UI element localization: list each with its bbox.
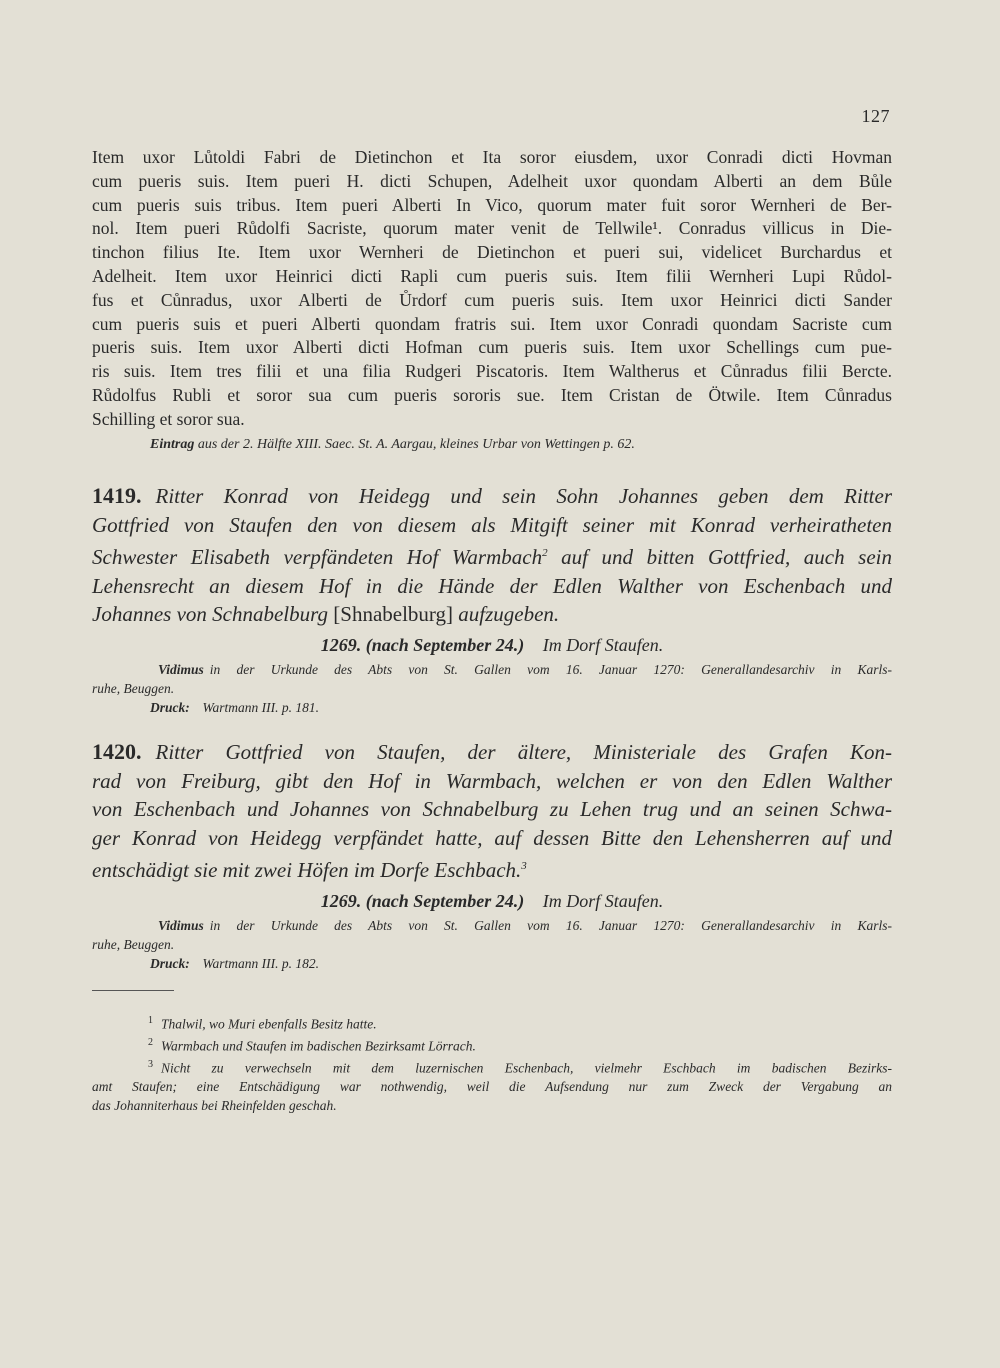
footnote-divider (92, 990, 174, 991)
regest-line: rad von Freiburg, gibt den Hof in Warmbach, welchen er von den Edlen Walther (92, 768, 892, 793)
source-label: Eintrag (150, 437, 195, 452)
text-line: Adelheit. Item uxor Heinrici dicti Rapli cum pueris suis. Item filii Wernheri Lupi Růdol- (92, 265, 892, 286)
regest-line (92, 539, 892, 572)
regest-line: ger Konrad von Heidegg verpfändet hatte, auf dessen Bitte den Lehensherren auf und (92, 825, 892, 850)
footnote-text-cont: amt Staufen; eine Entschädigung war nothwendig, weil die Aufsendung nur zum Zweck der Vergabung an (92, 1079, 892, 1094)
date: 1269. (nach September 24.) (320, 890, 525, 911)
regest-text: aufzugeben. (453, 602, 560, 626)
text-line: tinchon filius Ite. Item uxor Wernheri de Dietinchon et pueri sui, videlicet Burchardus et (92, 242, 892, 263)
place: Im Dorf Staufen. (542, 634, 664, 655)
footnote-2 (92, 1034, 892, 1056)
date: 1269. (nach September 24.) (320, 634, 525, 655)
regest-text: entschädigt sie mit zwei Höfen im Dorfe Eschbach. (92, 858, 522, 882)
footnote-text: Warmbach und Staufen im badischen Bezirksamt Lörrach. (161, 1038, 476, 1054)
entry-number: 1420. (92, 739, 142, 764)
text-line: cum pueris suis. Item pueri H. dicti Schupen, Adelheit uxor quondam Alberti an dem Bůle (92, 170, 892, 191)
regest-line: von Eschenbach und Johannes von Schnabelburg zu Lehen trug und an seinen Schwa- (92, 797, 892, 821)
druck-text: Wartmann III. p. 181. (202, 699, 319, 715)
footnote-3 (92, 1056, 892, 1078)
source-block (92, 660, 892, 717)
page-number: 127 (861, 106, 890, 126)
footnote-text-cont: das Johanniterhaus bei Rheinfelden geschah. (92, 1097, 337, 1113)
regest-text: Schwester Elisabeth verpfändeten Hof Warmbach (92, 545, 543, 569)
regest-line: Gottfried von Staufen den von diesem als Mitgift seiner mit Konrad verheiratheten (92, 512, 892, 537)
text-line: nol. Item pueri Růdolfi Sacriste, quorum mater venit de Tellwile¹. Conradus villicus in Die- (92, 218, 892, 239)
footnote-mark: 2 (148, 1037, 153, 1048)
regest-line: Lehensrecht an diesem Hof in die Hände der Edlen Walther von Eschenbach und (92, 573, 892, 598)
regest-line (92, 852, 892, 885)
text-line: fus et Cůnradus, uxor Alberti de Ůrdorf cum pueris suis. Item uxor Heinrici dicti Sander (92, 289, 892, 310)
text-line: Item uxor Lůtoldi Fabri de Dietinchon et Ita soror eiusdem, uxor Conradi dicti Hovman (92, 147, 892, 167)
text-line: ris suis. Item tres filii et una filia Rudgeri Piscatoris. Item Waltherus et Cůnradus filii Bercte. (92, 361, 892, 382)
dateline (92, 891, 892, 912)
vidimus-line-cont: ruhe, Beuggen. (92, 936, 175, 952)
footnote-text: Nicht zu verwechseln mit dem luzernischen Eschenbach, vielmehr Eschbach im badischen Bezirks- (161, 1060, 892, 1076)
regest-text: Ritter Konrad von Heidegg und sein Sohn Johannes geben dem Ritter (155, 484, 892, 508)
text-line: Schilling et soror sua. (92, 408, 245, 429)
text-line: cum pueris suis tribus. Item pueri Alberti In Vico, quorum mater fuit soror Wernheri de Ber- (92, 194, 892, 215)
latin-text-block (92, 146, 892, 432)
vidimus-line-cont: ruhe, Beuggen. (92, 680, 175, 696)
druck-label: Druck: (150, 699, 190, 715)
druck-label: Druck: (150, 955, 190, 971)
vidimus-label: Vidimus (158, 917, 204, 933)
vidimus-text: in der Urkunde des Abts von St. Gallen vom 16. Januar 1270: Generallandesarchiv in Karls- (209, 661, 892, 677)
druck-line (92, 698, 892, 717)
footnote-ref: 3 (521, 860, 527, 872)
source-text: aus der 2. Hälfte XIII. Saec. St. A. Aargau, kleines Urbar von Wettingen p. 62. (197, 437, 635, 452)
place: Im Dorf Staufen. (542, 890, 664, 911)
footnotes (92, 1012, 892, 1115)
druck-line (92, 954, 892, 973)
vidimus-text: in der Urkunde des Abts von St. Gallen vom 16. Januar 1270: Generallandesarchiv in Karls- (209, 917, 892, 933)
bracket-variant: [Shnabelburg] (333, 602, 454, 626)
footnote-1 (92, 1012, 892, 1034)
vidimus-label: Vidimus (158, 661, 204, 677)
source-note (150, 437, 635, 453)
footnote-mark: 3 (148, 1059, 153, 1070)
druck-text: Wartmann III. p. 182. (202, 955, 319, 971)
text-line: Růdolfus Rubli et soror sua cum pueris sororis sue. Item Cristan de Ötwile. Item Cůnradus (92, 384, 892, 405)
entry-1420 (92, 738, 892, 973)
footnote-mark: 1 (148, 1015, 153, 1026)
regest-text: Ritter Gottfried von Staufen, der ältere, Ministeriale des Grafen Kon- (155, 740, 892, 764)
footnote-text: Thalwil, wo Muri ebenfalls Besitz hatte. (161, 1016, 377, 1032)
regest-line (92, 600, 892, 629)
dateline (92, 635, 892, 656)
regest-text: Johannes von Schnabelburg (92, 602, 334, 626)
regest-line (92, 738, 892, 767)
text-line: cum pueris suis et pueri Alberti quondam fratris sui. Item uxor Conradi quondam Sacriste cum (92, 313, 892, 334)
regest-text: auf und bitten Gottfried, auch sein (547, 545, 892, 569)
entry-number: 1419. (92, 483, 142, 508)
source-block (92, 916, 892, 973)
vidimus-line (92, 916, 892, 935)
footnote-ref: 2 (542, 547, 548, 559)
vidimus-line (92, 660, 892, 679)
regest-line (92, 482, 892, 511)
entry-1419 (92, 482, 892, 717)
text-line: pueris suis. Item uxor Alberti dicti Hofman cum pueris suis. Item uxor Schellings cum pue- (92, 337, 892, 358)
